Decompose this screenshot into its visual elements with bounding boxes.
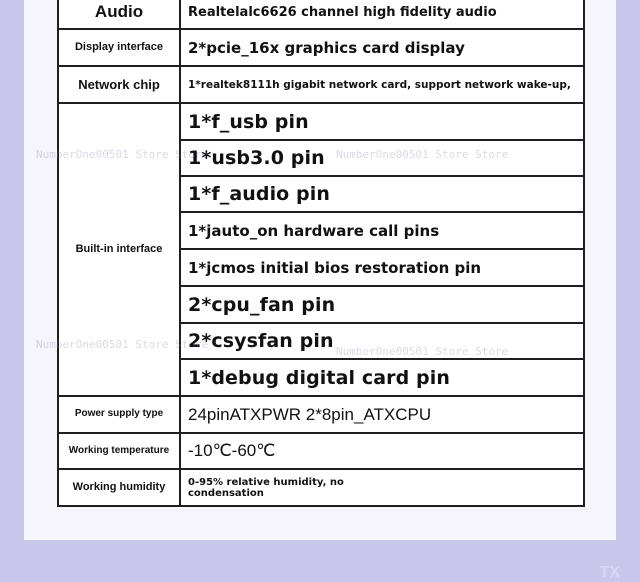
- row-value: 2*cpu_fan pin: [180, 286, 584, 323]
- row-value: -10℃-60℃: [180, 433, 584, 469]
- table-row: [58, 396, 584, 433]
- row-value: 1*f_audio pin: [180, 176, 584, 212]
- table-row: [58, 66, 584, 103]
- row-label: Built-in interface: [58, 103, 180, 396]
- table-row: [58, 29, 584, 66]
- row-value: 0-95% relative humidity, no condensation: [180, 469, 584, 506]
- row-value: [180, 66, 584, 103]
- row-label: Power supply type: [58, 396, 180, 433]
- row-value: 2*pcie_16x graphics card display: [180, 29, 584, 66]
- spec-table: [57, 0, 585, 507]
- row-value: 1*f_usb pin: [180, 103, 584, 140]
- row-value: Realtelalc6626 channel high fidelity audio: [180, 0, 584, 29]
- table-row: [58, 0, 584, 29]
- table-row: [58, 433, 584, 469]
- watermark: NumberOne00501 Store Store: [36, 148, 209, 161]
- row-value: 1*usb3.0 pin: [180, 140, 584, 176]
- row-label: Network chip: [58, 66, 180, 103]
- row-label: Audio: [58, 0, 180, 29]
- table-row: [58, 103, 584, 140]
- row-value-text: 1*realtek8111h gigabit network card, support network wake-up,: [188, 78, 571, 91]
- row-label: Working temperature: [58, 433, 180, 469]
- watermark: NumberOne00501 Store Store: [36, 338, 209, 351]
- row-value: 24pinATXPWR 2*8pin_ATXCPU: [180, 396, 584, 433]
- table-row: [58, 469, 584, 506]
- watermark: NumberOne00501 Store Store: [336, 345, 509, 358]
- watermark: NumberOne00501 Store Store: [336, 148, 509, 161]
- row-value: 1*jcmos initial bios restoration pin: [180, 249, 584, 286]
- row-value: 1*jauto_on hardware call pins: [180, 212, 584, 249]
- corner-text: TX: [599, 564, 620, 581]
- row-value: 2*csysfan pin: [180, 323, 584, 359]
- row-value: 1*debug digital card pin: [180, 359, 584, 396]
- row-label: Display interface: [58, 29, 180, 66]
- row-label: Working humidity: [58, 469, 180, 506]
